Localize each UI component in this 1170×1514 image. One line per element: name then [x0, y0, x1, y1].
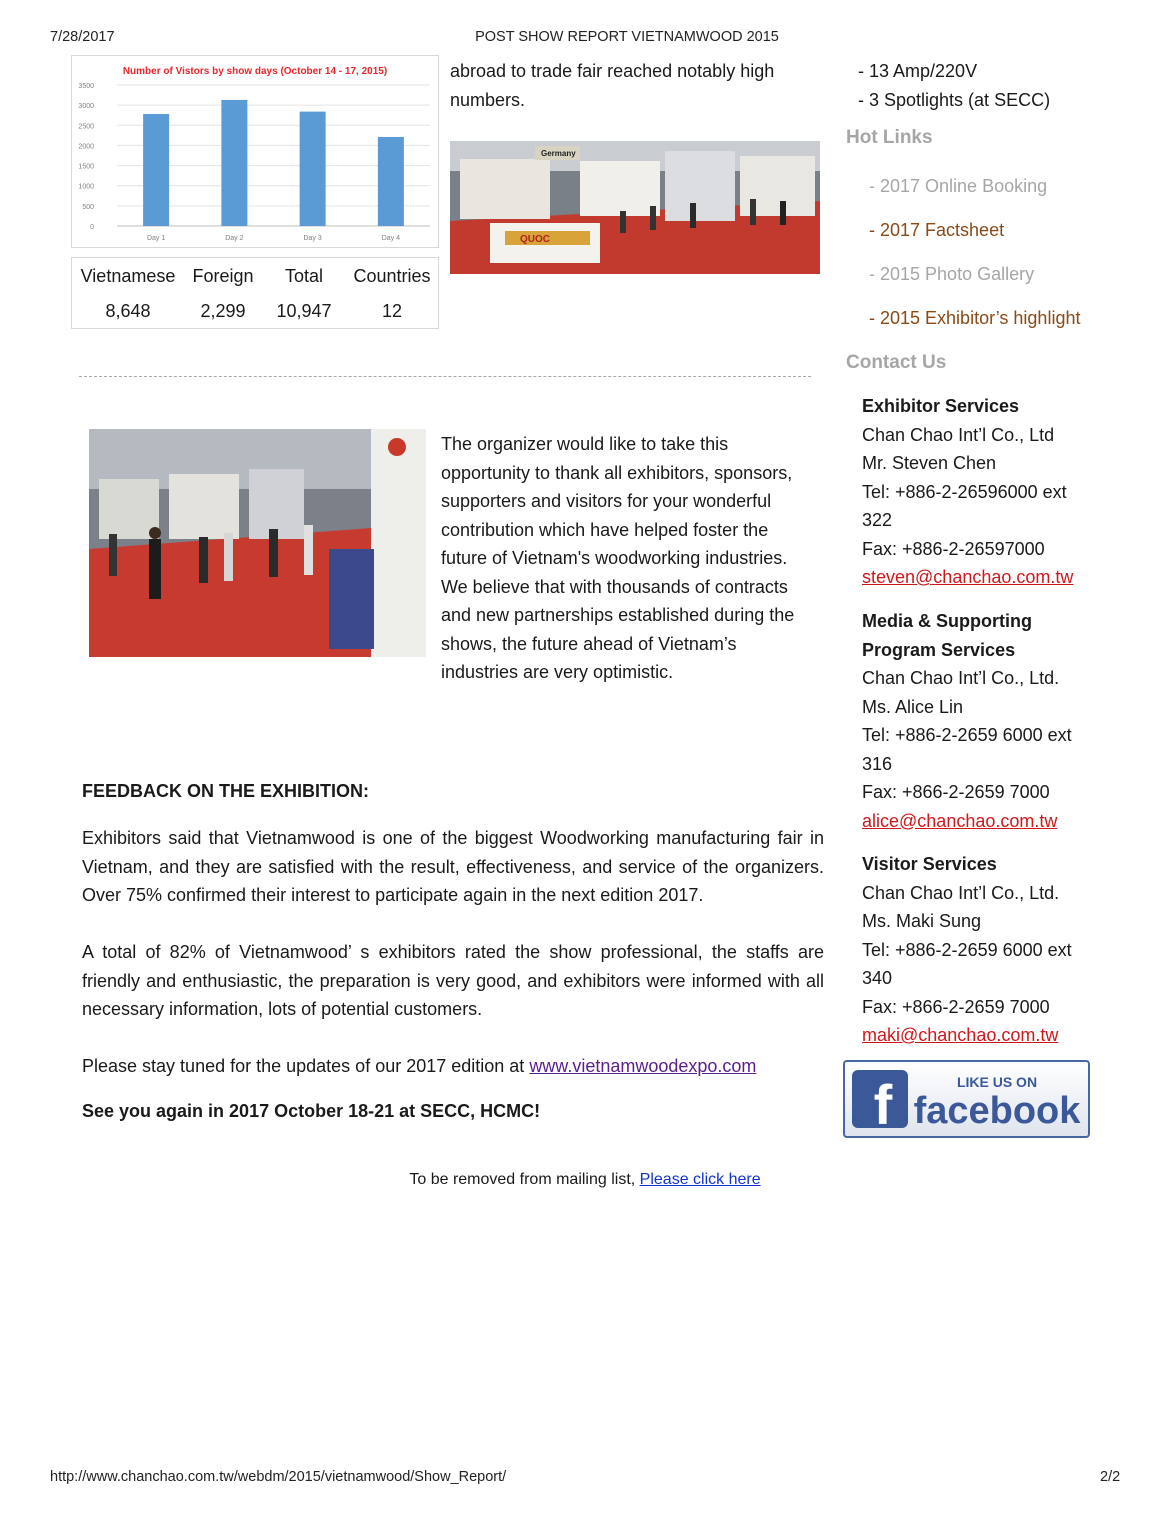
quoc-sign: QUOC [520, 234, 550, 245]
thank-you-text: The organizer would like to take this opportunity to thank all exhibitors, sponsors, supporters and visitors for your wonderful contribution which have helped foster the future of Vietnam's woodworking industries. We believe that with thousands of contracts and new partnerships established during the shows, the future ahead of Vietnam’s industries are very optimistic. [441, 434, 795, 682]
stats-value: 10,947 [276, 301, 332, 321]
chart-bar [378, 137, 404, 226]
y-tick-label: 1500 [78, 163, 94, 171]
y-tick-label: 3000 [78, 103, 94, 111]
facebook-wordmark: facebook [913, 1090, 1081, 1132]
visitor-stats-table [71, 257, 439, 329]
stats-value: 2,299 [200, 301, 246, 321]
contact-us-heading: Contact Us [846, 352, 947, 373]
page-title: POST SHOW REPORT VIETNAMWOOD 2015 [475, 29, 779, 45]
x-tick-label: Day 3 [303, 235, 322, 242]
contact-media-services: Media & Supporting Program Services Chan Chao Int’l Co., Ltd. Ms. Alice Lin Tel: +886-2-2659 6000 ext 316 Fax: +866-2-2659 7000 alice@chanchao.com.tw [862, 611, 1072, 831]
hot-link-exhibitor-highlight[interactable]: - 2015 Exhibitor’s highlight [869, 308, 1081, 328]
y-tick-label: 0 [90, 224, 94, 231]
svg-text:f: f [873, 1073, 893, 1136]
hot-link-photo-gallery[interactable]: - 2015 Photo Gallery [869, 264, 1035, 284]
stats-header: Foreign [192, 266, 254, 286]
x-tick-label: Day 1 [146, 235, 166, 242]
updates-paragraph: Please stay tuned for the updates of our 2017 edition at www.vietnamwoodexpo.com [82, 1056, 757, 1076]
exhibition-hall-photo [89, 429, 426, 657]
unsubscribe-link[interactable]: Please click here [639, 1171, 761, 1188]
y-tick-label: 500 [82, 203, 94, 211]
y-tick-label: 2500 [78, 123, 94, 131]
website-link[interactable]: www.vietnamwoodexpo.com [529, 1056, 757, 1076]
facebook-f-icon [852, 1070, 908, 1136]
hot-link-factsheet[interactable]: - 2017 Factsheet [869, 220, 1005, 240]
power-specs: - 13 Amp/220V - 3 Spotlights (at SECC) [858, 61, 1051, 110]
chart-bar [143, 114, 169, 226]
stats-header: Vietnamese [80, 266, 176, 286]
see-you-again-text: See you again in 2017 October 18-21 at SECC, HCMC! [82, 1101, 541, 1121]
stats-header: Countries [353, 266, 431, 286]
print-date: 7/28/2017 [50, 29, 115, 45]
unsubscribe-line: To be removed from mailing list, Please click here [409, 1171, 761, 1188]
hot-link-online-booking[interactable]: - 2017 Online Booking [869, 176, 1048, 196]
facebook-like-badge[interactable] [843, 1060, 1090, 1138]
like-us-on-text: LIKE US ON [956, 1074, 1038, 1090]
feedback-heading: FEEDBACK ON THE EXHIBITION: [82, 781, 370, 801]
hot-links-heading: Hot Links [846, 127, 933, 148]
chart-bar [300, 112, 326, 226]
intro-text: abroad to trade fair reached notably high numbers. [450, 61, 775, 110]
section-divider [79, 376, 811, 377]
feedback-paragraph-1: Exhibitors said that Vietnamwood is one of the biggest Woodworking manufacturing fair in Vietnam, and they are satisfied with the result, effectiveness, and service of the organizers. Over 75% confirmed their interest to participate again in the next edition 2017. [82, 828, 824, 905]
contact-exhibitor-services: Exhibitor Services Chan Chao Int’l Co., Ltd Mr. Steven Chen Tel: +886-2-26596000 ext 322 Fax: +886-2-26597000 steven@chanchao.com.tw [862, 396, 1074, 587]
page-number: 2/2 [1100, 1469, 1121, 1485]
stats-value: 8,648 [105, 301, 151, 321]
visitors-bar-chart [71, 55, 439, 248]
stats-header: Total [284, 266, 324, 286]
y-tick-label: 2000 [78, 143, 94, 151]
x-tick-label: Day 4 [381, 235, 401, 242]
email-link[interactable]: steven@chanchao.com.tw [862, 567, 1074, 587]
stats-value: 12 [381, 301, 403, 321]
email-link[interactable]: maki@chanchao.com.tw [862, 1025, 1059, 1045]
x-tick-label: Day 2 [225, 235, 244, 242]
page-url: http://www.chanchao.com.tw/webdm/2015/vietnamwood/Show_Report/ [50, 1469, 507, 1485]
chart-title: Number of Vistors by show days (October 14 - 17, 2015) [122, 66, 388, 77]
feedback-paragraph-2: A total of 82% of Vietnamwood’ s exhibitors rated the show professional, the staffs are friendly and enthusiastic, the preparation is very good, and exhibitors were informed with all necessary information, lots of potential customers. [82, 942, 824, 1019]
exhibition-booth-photo [450, 141, 820, 274]
email-link[interactable]: alice@chanchao.com.tw [862, 810, 1058, 831]
y-tick-label: 1000 [78, 183, 94, 191]
germany-sign: Germany [541, 149, 576, 158]
contact-visitor-services: Visitor Services Chan Chao Int’l Co., Ltd. Ms. Maki Sung Tel: +886-2-2659 6000 ext 340 Fax: +866-2-2659 7000 maki@chanchao.com.tw [862, 854, 1072, 1045]
y-tick-label: 3500 [78, 83, 94, 90]
chart-bar [221, 100, 247, 226]
